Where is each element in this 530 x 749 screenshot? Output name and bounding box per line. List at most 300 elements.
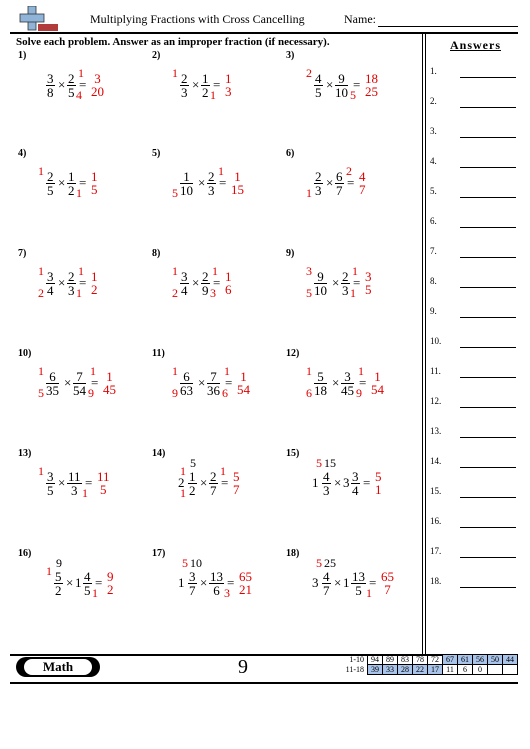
equals-sign: = xyxy=(219,175,227,190)
cancel-a-top: 3 xyxy=(306,264,312,278)
answer-line[interactable] xyxy=(430,336,516,350)
times-sign: × xyxy=(58,475,66,490)
answer-numerator: 1 xyxy=(225,269,232,284)
numerator: 2 xyxy=(342,269,349,284)
answer-blank[interactable] xyxy=(460,317,516,318)
answer-numerator: 3 xyxy=(365,269,372,284)
answer-number: 2. xyxy=(430,96,437,106)
cancel-b-top: 1 xyxy=(78,264,84,278)
times-sign: × xyxy=(332,375,340,390)
answer-number: 16. xyxy=(430,516,442,526)
times-sign: × xyxy=(58,175,66,190)
answer-blank[interactable] xyxy=(460,347,516,348)
score-cell: 39 xyxy=(368,665,383,675)
denominator: 4 xyxy=(352,483,359,498)
answer-number: 3. xyxy=(430,126,437,136)
numerator: 4 xyxy=(323,569,330,584)
whole-number: 1 xyxy=(312,475,319,490)
fraction xyxy=(188,470,197,497)
cancel-top-red: 5 xyxy=(316,456,322,470)
denominator: 3 xyxy=(181,85,188,100)
answer-denominator: 15 xyxy=(231,182,244,197)
score-cell: 11 xyxy=(443,665,458,675)
answer-number: 1. xyxy=(430,66,437,76)
cancel-a-bottom: 5 xyxy=(172,186,178,200)
answer-numerator: 1 xyxy=(374,369,381,384)
answer-line[interactable] xyxy=(430,306,516,320)
answer-numerator: 5 xyxy=(233,469,240,484)
equals-sign: = xyxy=(353,275,361,290)
answer-blank[interactable] xyxy=(460,107,516,108)
denominator: 10 xyxy=(335,85,348,100)
answer-line[interactable] xyxy=(430,366,516,380)
fraction xyxy=(314,370,327,397)
score-cell: 28 xyxy=(398,665,413,675)
numerator: 4 xyxy=(323,469,330,484)
fraction xyxy=(322,570,331,597)
answer-blank[interactable] xyxy=(460,287,516,288)
problem xyxy=(18,148,148,238)
problem xyxy=(152,548,282,638)
cancel-a-top: 1 xyxy=(38,364,44,378)
problem xyxy=(286,448,416,538)
fraction xyxy=(341,370,354,397)
denominator: 3 xyxy=(68,283,75,298)
numerator: 2 xyxy=(315,169,322,184)
cancel-b-bottom: 3 xyxy=(224,586,230,600)
fraction xyxy=(46,370,59,397)
times-sign: × xyxy=(58,77,66,92)
score-cell xyxy=(503,665,518,675)
answer-line[interactable] xyxy=(430,456,516,470)
numerator: 1 xyxy=(180,170,193,184)
score-cell: 83 xyxy=(398,655,413,665)
cancel-a-bottom: 1 xyxy=(180,486,186,500)
fraction xyxy=(207,170,216,197)
numerator: 3 xyxy=(181,269,188,284)
denominator: 3 xyxy=(71,483,78,498)
cancel-a-top: 1 xyxy=(180,464,186,478)
answer-numerator: 18 xyxy=(365,71,378,86)
cancel-b-bottom: 1 xyxy=(76,186,82,200)
fraction xyxy=(83,570,92,597)
score-cell: 17 xyxy=(428,665,443,675)
denominator: 9 xyxy=(202,283,209,298)
cancel-top: 25 xyxy=(324,556,336,570)
fraction xyxy=(67,270,76,297)
denominator: 3 xyxy=(208,183,215,198)
denominator: 35 xyxy=(46,383,59,398)
whole-number: 1 xyxy=(178,575,185,590)
answer-numerator: 11 xyxy=(97,469,110,484)
cancel-b-top: 1 xyxy=(224,364,230,378)
numerator: 13 xyxy=(352,569,365,584)
answer-denominator: 21 xyxy=(239,582,252,597)
times-sign: × xyxy=(66,575,74,590)
problem-number: 18) xyxy=(286,548,300,559)
problem-number: 5) xyxy=(152,148,161,159)
answer-fraction xyxy=(365,72,378,98)
answer-blank[interactable] xyxy=(460,377,516,378)
answer-line[interactable] xyxy=(430,96,516,110)
equals-sign: = xyxy=(221,475,229,490)
denominator: 2 xyxy=(189,483,196,498)
answer-number: 9. xyxy=(430,306,437,316)
answer-fraction xyxy=(103,370,116,396)
answer-number: 15. xyxy=(430,486,442,496)
answer-line[interactable] xyxy=(430,426,516,440)
numerator: 4 xyxy=(84,569,91,584)
answer-line[interactable] xyxy=(430,66,516,80)
problem xyxy=(286,248,416,338)
cancel-a-top: 1 xyxy=(172,364,178,378)
score-cell: 94 xyxy=(368,655,383,665)
cancel-b-top: 1 xyxy=(218,164,224,178)
whole-number: 1 xyxy=(75,575,82,590)
answer-blank[interactable] xyxy=(460,527,516,528)
problem xyxy=(18,50,148,140)
denominator: 5 xyxy=(47,483,54,498)
cancel-top-red: 5 xyxy=(182,556,188,570)
denominator: 63 xyxy=(180,383,193,398)
answer-line[interactable] xyxy=(430,216,516,230)
score-cell xyxy=(488,665,503,675)
answer-line[interactable] xyxy=(430,516,516,530)
denominator: 5 xyxy=(47,183,54,198)
fraction xyxy=(180,270,189,297)
times-sign: × xyxy=(200,575,208,590)
cancel-a-bottom: 2 xyxy=(172,286,178,300)
answer-blank[interactable] xyxy=(460,467,516,468)
times-sign: × xyxy=(326,77,334,92)
instructions: Solve each problem. Answer as an improper fraction (if necessary). xyxy=(16,36,330,48)
problem xyxy=(286,548,416,638)
score-cell: 22 xyxy=(413,665,428,675)
equals-sign: = xyxy=(85,475,93,490)
times-sign: × xyxy=(192,275,200,290)
denominator: 45 xyxy=(341,383,354,398)
fraction xyxy=(209,470,218,497)
answer-number: 11. xyxy=(430,366,441,376)
answer-denominator: 6 xyxy=(225,282,232,297)
answer-blank[interactable] xyxy=(460,137,516,138)
score-cell: 33 xyxy=(383,665,398,675)
times-sign: × xyxy=(332,275,340,290)
numerator: 2 xyxy=(202,269,209,284)
cancel-b-top: 1 xyxy=(220,464,226,478)
problem xyxy=(18,248,148,338)
cancel-a-top: 1 xyxy=(306,364,312,378)
numerator: 7 xyxy=(207,370,220,384)
fraction xyxy=(201,72,210,99)
name-label: Name: xyxy=(344,12,376,26)
cancel-a-top: 1 xyxy=(172,264,178,278)
answer-blank[interactable] xyxy=(460,407,516,408)
cancel-b-bottom: 5 xyxy=(350,88,356,102)
numerator: 3 xyxy=(47,269,54,284)
answer-blank[interactable] xyxy=(460,197,516,198)
fraction xyxy=(314,270,327,297)
problem-number: 4) xyxy=(18,148,27,159)
answer-fraction xyxy=(359,170,366,196)
whole-number: 3 xyxy=(312,575,319,590)
answer-number: 13. xyxy=(430,426,442,436)
numerator: 13 xyxy=(210,569,223,584)
denominator: 7 xyxy=(210,483,217,498)
answer-blank[interactable] xyxy=(460,77,516,78)
denominator: 2 xyxy=(68,183,75,198)
numerator: 6 xyxy=(46,370,59,384)
times-sign: × xyxy=(64,375,72,390)
times-sign: × xyxy=(198,175,206,190)
problem-number: 10) xyxy=(18,348,32,359)
whole-number: 1 xyxy=(343,575,350,590)
answer-blank[interactable] xyxy=(460,257,516,258)
denominator: 5 xyxy=(84,583,91,598)
problem-number: 3) xyxy=(286,50,295,61)
times-sign: × xyxy=(192,77,200,92)
denominator: 3 xyxy=(342,283,349,298)
fraction xyxy=(322,470,331,497)
denominator: 36 xyxy=(207,383,220,398)
answer-number: 18. xyxy=(430,576,442,586)
fraction xyxy=(73,370,86,397)
times-sign: × xyxy=(58,275,66,290)
answer-line[interactable] xyxy=(430,576,516,590)
denominator: 10 xyxy=(314,283,327,298)
answer-denominator: 5 xyxy=(91,182,98,197)
numerator: 5 xyxy=(55,569,62,584)
equals-sign: = xyxy=(363,475,371,490)
cancel-top: 10 xyxy=(190,556,202,570)
problem-number: 9) xyxy=(286,248,295,259)
answer-denominator: 1 xyxy=(375,482,382,497)
fraction xyxy=(209,570,224,597)
answer-denominator: 2 xyxy=(91,282,98,297)
equals-sign: = xyxy=(359,375,367,390)
cancel-a-bottom: 2 xyxy=(38,286,44,300)
cancel-b-bottom: 1 xyxy=(76,286,82,300)
score-cell: 72 xyxy=(428,655,443,665)
answer-blank[interactable] xyxy=(460,557,516,558)
answer-line[interactable] xyxy=(430,246,516,260)
denominator: 3 xyxy=(323,483,330,498)
problem-number: 1) xyxy=(18,50,27,61)
cancel-b-bottom: 1 xyxy=(210,88,216,102)
equals-sign: = xyxy=(79,275,87,290)
answer-fraction xyxy=(371,370,384,396)
answer-denominator: 5 xyxy=(100,482,107,497)
score-row-label: 11-18 xyxy=(345,665,364,674)
answers-title: Answers xyxy=(450,38,501,52)
problem xyxy=(18,548,148,638)
numerator: 2 xyxy=(47,169,54,184)
equals-sign: = xyxy=(225,375,233,390)
answer-number: 8. xyxy=(430,276,437,286)
answer-blank[interactable] xyxy=(460,227,516,228)
cancel-top: 9 xyxy=(56,556,62,570)
answer-denominator: 20 xyxy=(91,84,104,99)
fraction xyxy=(341,270,350,297)
answer-numerator: 65 xyxy=(381,569,394,584)
answer-fraction xyxy=(225,270,232,296)
problem-number: 6) xyxy=(286,148,295,159)
cancel-a-top: 1 xyxy=(46,564,52,578)
answer-blank[interactable] xyxy=(460,587,516,588)
denominator: 54 xyxy=(73,383,86,398)
cancel-b-bottom: 1 xyxy=(350,286,356,300)
cancel-b-bottom: 1 xyxy=(366,586,372,600)
fraction xyxy=(351,470,360,497)
denominator: 5 xyxy=(68,85,75,100)
denominator: 18 xyxy=(314,383,327,398)
answer-number: 5. xyxy=(430,186,437,196)
answer-line[interactable] xyxy=(430,126,516,140)
fraction xyxy=(351,570,366,597)
answer-numerator: 3 xyxy=(94,71,101,86)
cancel-b-bottom: 1 xyxy=(82,486,88,500)
score-cell: 0 xyxy=(473,665,488,675)
answer-line[interactable] xyxy=(430,546,516,560)
problem xyxy=(152,50,282,140)
cancel-b-top: 2 xyxy=(346,164,352,178)
numerator: 6 xyxy=(180,370,193,384)
denominator: 7 xyxy=(189,583,196,598)
numerator: 3 xyxy=(47,71,54,86)
denominator: 6 xyxy=(213,583,220,598)
times-sign: × xyxy=(198,375,206,390)
numerator: 7 xyxy=(73,370,86,384)
fraction xyxy=(46,72,55,99)
answer-line[interactable] xyxy=(430,276,516,290)
problem-number: 14) xyxy=(152,448,166,459)
numerator: 4 xyxy=(315,71,322,86)
numerator: 2 xyxy=(210,469,217,484)
equals-sign: = xyxy=(95,575,103,590)
fraction xyxy=(314,72,323,99)
denominator: 3 xyxy=(315,183,322,198)
cancel-b-bottom: 3 xyxy=(210,286,216,300)
answer-denominator: 7 xyxy=(384,582,391,597)
column-divider xyxy=(425,34,426,654)
cancel-a-top: 1 xyxy=(38,464,44,478)
fraction xyxy=(46,270,55,297)
score-row-label: 1-10 xyxy=(349,655,364,664)
numerator: 3 xyxy=(352,469,359,484)
answer-fraction xyxy=(233,470,240,496)
fraction xyxy=(207,370,220,397)
cancel-a-bottom: 6 xyxy=(306,386,312,400)
problem-number: 13) xyxy=(18,448,32,459)
numerator: 3 xyxy=(189,569,196,584)
answer-line[interactable] xyxy=(430,486,516,500)
equals-sign: = xyxy=(213,77,221,92)
problem-number: 2) xyxy=(152,50,161,61)
problem xyxy=(152,148,282,238)
numerator: 1 xyxy=(189,469,196,484)
cancel-b-top: 1 xyxy=(352,264,358,278)
answer-number: 7. xyxy=(430,246,437,256)
score-cell: 61 xyxy=(458,655,473,665)
answer-fraction xyxy=(239,570,252,596)
cancel-top: 5 xyxy=(190,456,196,470)
answer-fraction xyxy=(381,570,394,596)
problem xyxy=(286,348,416,438)
fraction xyxy=(67,170,76,197)
equals-sign: = xyxy=(353,77,361,92)
fraction xyxy=(46,170,55,197)
whole-number: 3 xyxy=(343,475,350,490)
answer-blank[interactable] xyxy=(460,437,516,438)
times-sign: × xyxy=(334,475,342,490)
equals-sign: = xyxy=(91,375,99,390)
answer-numerator: 4 xyxy=(359,169,366,184)
denominator: 2 xyxy=(55,583,62,598)
answer-fraction xyxy=(91,170,98,196)
problem xyxy=(152,448,282,538)
equals-sign: = xyxy=(79,175,87,190)
answer-line[interactable] xyxy=(430,186,516,200)
cancel-a-top: 2 xyxy=(306,66,312,80)
numerator: 9 xyxy=(314,270,327,284)
cancel-a-top: 1 xyxy=(38,164,44,178)
page-number: 9 xyxy=(238,656,248,678)
fraction xyxy=(67,470,82,497)
answer-denominator: 3 xyxy=(225,84,232,99)
fraction xyxy=(54,570,63,597)
answer-denominator: 54 xyxy=(237,382,250,397)
cancel-a-bottom: 5 xyxy=(38,386,44,400)
score-cell: 67 xyxy=(443,655,458,665)
answer-number: 4. xyxy=(430,156,437,166)
fraction xyxy=(180,370,193,397)
answer-denominator: 5 xyxy=(365,282,372,297)
fraction xyxy=(67,72,76,99)
score-cell: 50 xyxy=(488,655,503,665)
cancel-top-red: 5 xyxy=(316,556,322,570)
score-row xyxy=(340,655,518,665)
answer-denominator: 45 xyxy=(103,382,116,397)
cancel-a-top: 1 xyxy=(172,66,178,80)
answer-line[interactable] xyxy=(430,156,516,170)
fraction xyxy=(180,170,193,197)
answer-blank[interactable] xyxy=(460,497,516,498)
cancel-b-bottom: 1 xyxy=(92,586,98,600)
answer-blank[interactable] xyxy=(460,167,516,168)
score-cell: 44 xyxy=(503,655,518,665)
equals-sign: = xyxy=(369,575,377,590)
score-cell: 78 xyxy=(413,655,428,665)
answer-numerator: 5 xyxy=(375,469,382,484)
worksheet-logo-icon xyxy=(18,6,60,32)
problem xyxy=(152,348,282,438)
cancel-b-top: 1 xyxy=(358,364,364,378)
numerator: 1 xyxy=(68,169,75,184)
numerator: 2 xyxy=(68,269,75,284)
cancel-b-top: 1 xyxy=(90,364,96,378)
times-sign: × xyxy=(200,475,208,490)
answer-fraction xyxy=(231,170,244,196)
numerator: 3 xyxy=(47,469,54,484)
name-field[interactable] xyxy=(378,26,518,27)
denominator: 7 xyxy=(336,183,343,198)
problem-number: 16) xyxy=(18,548,32,559)
answer-fraction xyxy=(107,570,114,596)
numerator: 2 xyxy=(68,71,75,86)
problem-number: 11) xyxy=(152,348,165,359)
problem-number: 15) xyxy=(286,448,300,459)
answer-line[interactable] xyxy=(430,396,516,410)
